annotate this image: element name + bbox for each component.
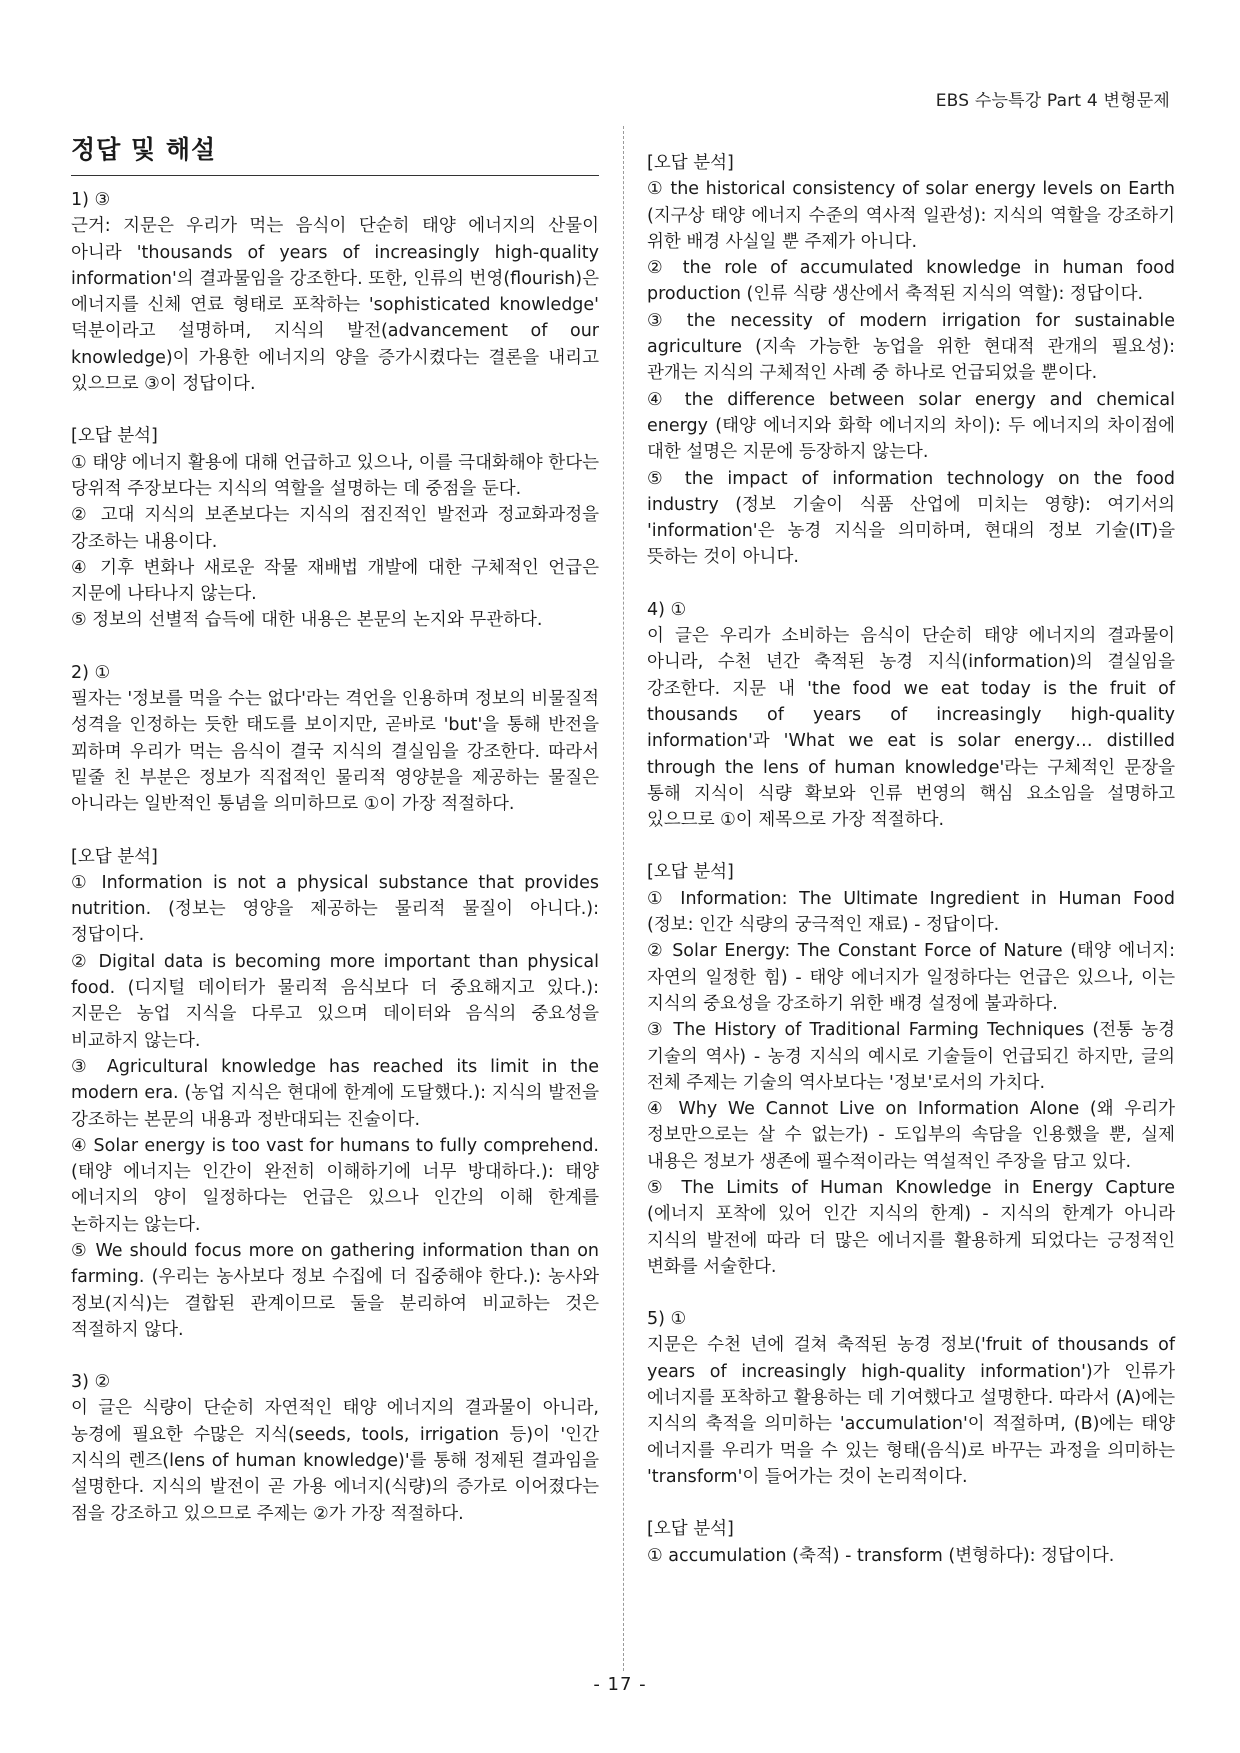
answer-number: 3) ②	[71, 1372, 111, 1393]
answer-3-wrong-analysis	[647, 150, 1175, 571]
wrong-option: ⑤ 정보의 선별적 습득에 대한 내용은 본문의 논지와 무관하다.	[71, 610, 543, 631]
wrong-option: ⑤ The Limits of Human Knowledge in Energy Capture (에너지 포착에 있어 인간 지식의 한계) - 지식의 한계가 아니라 지식의 발전에 따라 더 많은 에너지를 활용하게 되었다는 긍정적인 변화를 서술한다.	[647, 1177, 1175, 1277]
wrong-analysis-heading: [오답 분석]	[647, 862, 734, 883]
answer-3	[71, 1369, 599, 1527]
left-column	[71, 126, 599, 1527]
answer-explanation: 근거: 지문은 우리가 먹는 음식이 단순히 태양 에너지의 산물이 아니라 'thousands of years of increasingly high-quality information'의 결과물임을 강조한다. 또한, 인류의 번영(flourish)은 에너지를 신체 연료 형태로 포착하는 'sophisticated knowledge' 덕분이라고 설명하며, 지식의 발전(advancement of our knowledge)이 가용한 에너지의 양을 증가시켰다는 결론을 내리고 있으므로 ③이 정답이다.	[71, 216, 599, 395]
right-column	[647, 150, 1175, 1569]
column-divider	[623, 126, 624, 1671]
answer-number: 2) ①	[71, 662, 111, 683]
wrong-option: ① Information is not a physical substance that provides nutrition. (정보는 영양을 제공하는 물리적 물질이 아니다.): 정답이다.	[71, 872, 599, 946]
wrong-option: ② 고대 지식의 보존보다는 지식의 점진적인 발전과 정교화과정을 강조하는 내용이다.	[71, 505, 599, 552]
wrong-analysis-heading: [오답 분석]	[71, 426, 158, 447]
wrong-analysis-heading: [오답 분석]	[647, 153, 734, 173]
answer-4	[647, 597, 1175, 1280]
answer-explanation: 이 글은 우리가 소비하는 음식이 단순히 태양 에너지의 결과물이 아니라, 수천 년간 축적된 농경 지식(information)의 결실임을 강조한다. 지문 내 'the food we eat today is the fruit of thousands of years of increasingly high-quality information'과 'What we eat is solar energy… distilled through the lens of human knowledge'라는 구체적인 문장을 통해 지식이 식량 확보와 인류 번영의 핵심 요소임을 설명하고 있으므로 ①이 제목으로 가장 적절하다.	[647, 626, 1175, 831]
wrong-option: ② Solar Energy: The Constant Force of Nature (태양 에너지: 자연의 일정한 힘) - 태양 에너지가 일정하다는 언급은 있으나, 이는 지식의 중요성을 강조하기 위한 배경 설정에 불과하다.	[647, 941, 1175, 1014]
wrong-option: ⑤ We should focus more on gathering information than on farming. (우리는 농사보다 정보 수집에 더 집중해야 한다.): 농사와 정보(지식)는 결합된 관계이므로 둘을 분리하여 비교하는 것은 적절하지 않다.	[71, 1240, 599, 1340]
wrong-analysis-heading: [오답 분석]	[647, 1519, 734, 1540]
wrong-option: ④ Solar energy is too vast for humans to fully comprehend. (태양 에너지는 인간이 완전히 이해하기에 너무 방대하다.): 태양 에너지의 양이 일정하다는 언급은 있으나 인간의 이해 한계를 논하지는 않는다.	[71, 1135, 599, 1235]
wrong-option: ① the historical consistency of solar energy levels on Earth (지구상 태양 에너지 수준의 역사적 일관성): 지식의 역할을 강조하기 위한 배경 사실일 뿐 주제가 아니다.	[647, 179, 1175, 252]
page-number: - 17 -	[593, 1674, 647, 1695]
wrong-option: ③ Agricultural knowledge has reached its limit in the modern era. (농업 지식은 현대에 한계에 도달했다.): 지식의 발전을 강조하는 본문의 내용과 정반대되는 진술이다.	[71, 1056, 599, 1130]
wrong-option: ① accumulation (축적) - transform (변형하다): 정답이다.	[647, 1545, 1115, 1566]
wrong-analysis-heading: [오답 분석]	[71, 846, 158, 867]
answer-number: 4) ①	[647, 599, 687, 620]
wrong-option: ④ Why We Cannot Live on Information Alone (왜 우리가 정보만으로는 살 수 없는가) - 도입부의 속담을 인용했을 뿐, 실제 내용은 정보가 생존에 필수적이라는 역설적인 주장을 담고 있다.	[647, 1099, 1175, 1172]
wrong-option: ① Information: The Ultimate Ingredient in Human Food (정보: 인간 식량의 궁극적인 재료) - 정답이다.	[647, 888, 1175, 936]
answer-5	[647, 1306, 1175, 1569]
page-title: 정답 및 해설	[71, 130, 599, 176]
page-header: EBS 수능특강 Part 4 변형문제	[935, 91, 1170, 111]
answer-number: 1) ③	[71, 190, 111, 210]
wrong-option: ③ the necessity of modern irrigation for sustainable agriculture (지속 가능한 농업을 위한 현대적 관개의 필요성): 관개는 지식의 구체적인 사례 중 하나로 언급되었을 뿐이다.	[647, 310, 1175, 384]
answer-2	[71, 660, 599, 1343]
wrong-option: ③ The History of Traditional Farming Techniques (전통 농경 기술의 역사) - 농경 지식의 예시로 기술들이 언급되긴 하지만, 글의 전체 주제는 기술의 역사보다는 '정보'로서의 가치다.	[647, 1020, 1175, 1093]
wrong-option: ⑤ the impact of information technology on the food industry (정보 기술이 식품 산업에 미치는 영향): 여기서의 'information'은 농경 지식을 의미하며, 현대의 정보 기술(IT)을 뜻하는 것이 아니다.	[647, 468, 1175, 568]
wrong-option: ② Digital data is becoming more important than physical food. (디지털 데이터가 물리적 음식보다 더 중요해지고 있다.): 지문은 농업 지식을 다루고 있으며 데이터와 음식의 중요성을 비교하지 않는다.	[71, 951, 599, 1051]
answer-number: 5) ①	[647, 1309, 687, 1330]
answer-explanation: 이 글은 식량이 단순히 자연적인 태양 에너지의 결과물이 아니라, 농경에 필요한 수많은 지식(seeds, tools, irrigation 등)이 '인간 지식의 렌즈(lens of human knowledge)'를 통해 정제된 결과임을 설명한다. 지식의 발전이 곧 가용 에너지(식량)의 증가로 이어졌다는 점을 강조하고 있으므로 주제는 ②가 가장 적절하다.	[71, 1398, 599, 1524]
answer-explanation: 지문은 수천 년에 걸쳐 축적된 농경 정보('fruit of thousands of years of increasingly high-quality information')가 인류가 에너지를 포착하고 활용하는 데 기여했다고 설명한다. 따라서 (A)에는 지식의 축적을 의미하는 'accumulation'이 적절하며, (B)에는 태양 에너지를 우리가 먹을 수 있는 형태(음식)로 바꾸는 과정을 의미하는 'transform'이 들어가는 것이 논리적이다.	[647, 1335, 1175, 1487]
wrong-option: ① 태양 에너지 활용에 대해 언급하고 있으나, 이를 극대화해야 한다는 당위적 주장보다는 지식의 역할을 설명하는 데 중점을 둔다.	[71, 452, 599, 499]
answer-explanation: 필자는 '정보를 먹을 수는 없다'라는 격언을 인용하며 정보의 비물질적 성격을 인정하는 듯한 태도를 보이지만, 곧바로 'but'을 통해 반전을 꾀하며 우리가 먹는 음식이 결국 지식의 결실임을 강조한다. 따라서 밑줄 친 부분은 정보가 직접적인 물리적 영양분을 제공하는 물질은 아니라는 일반적인 통념을 의미하므로 ①이 가장 적절하다.	[71, 689, 599, 815]
wrong-option: ④ the difference between solar energy and chemical energy (태양 에너지와 화학 에너지의 차이): 두 에너지의 차이점에 대한 설명은 지문에 등장하지 않는다.	[647, 389, 1175, 463]
wrong-option: ② the role of accumulated knowledge in human food production (인류 식량 생산에서 축적된 지식의 역할): 정답이다.	[647, 258, 1175, 305]
answer-1	[71, 187, 599, 634]
wrong-option: ④ 기후 변화나 새로운 작물 재배법 개발에 대한 구체적인 언급은 지문에 나타나지 않는다.	[71, 557, 599, 605]
